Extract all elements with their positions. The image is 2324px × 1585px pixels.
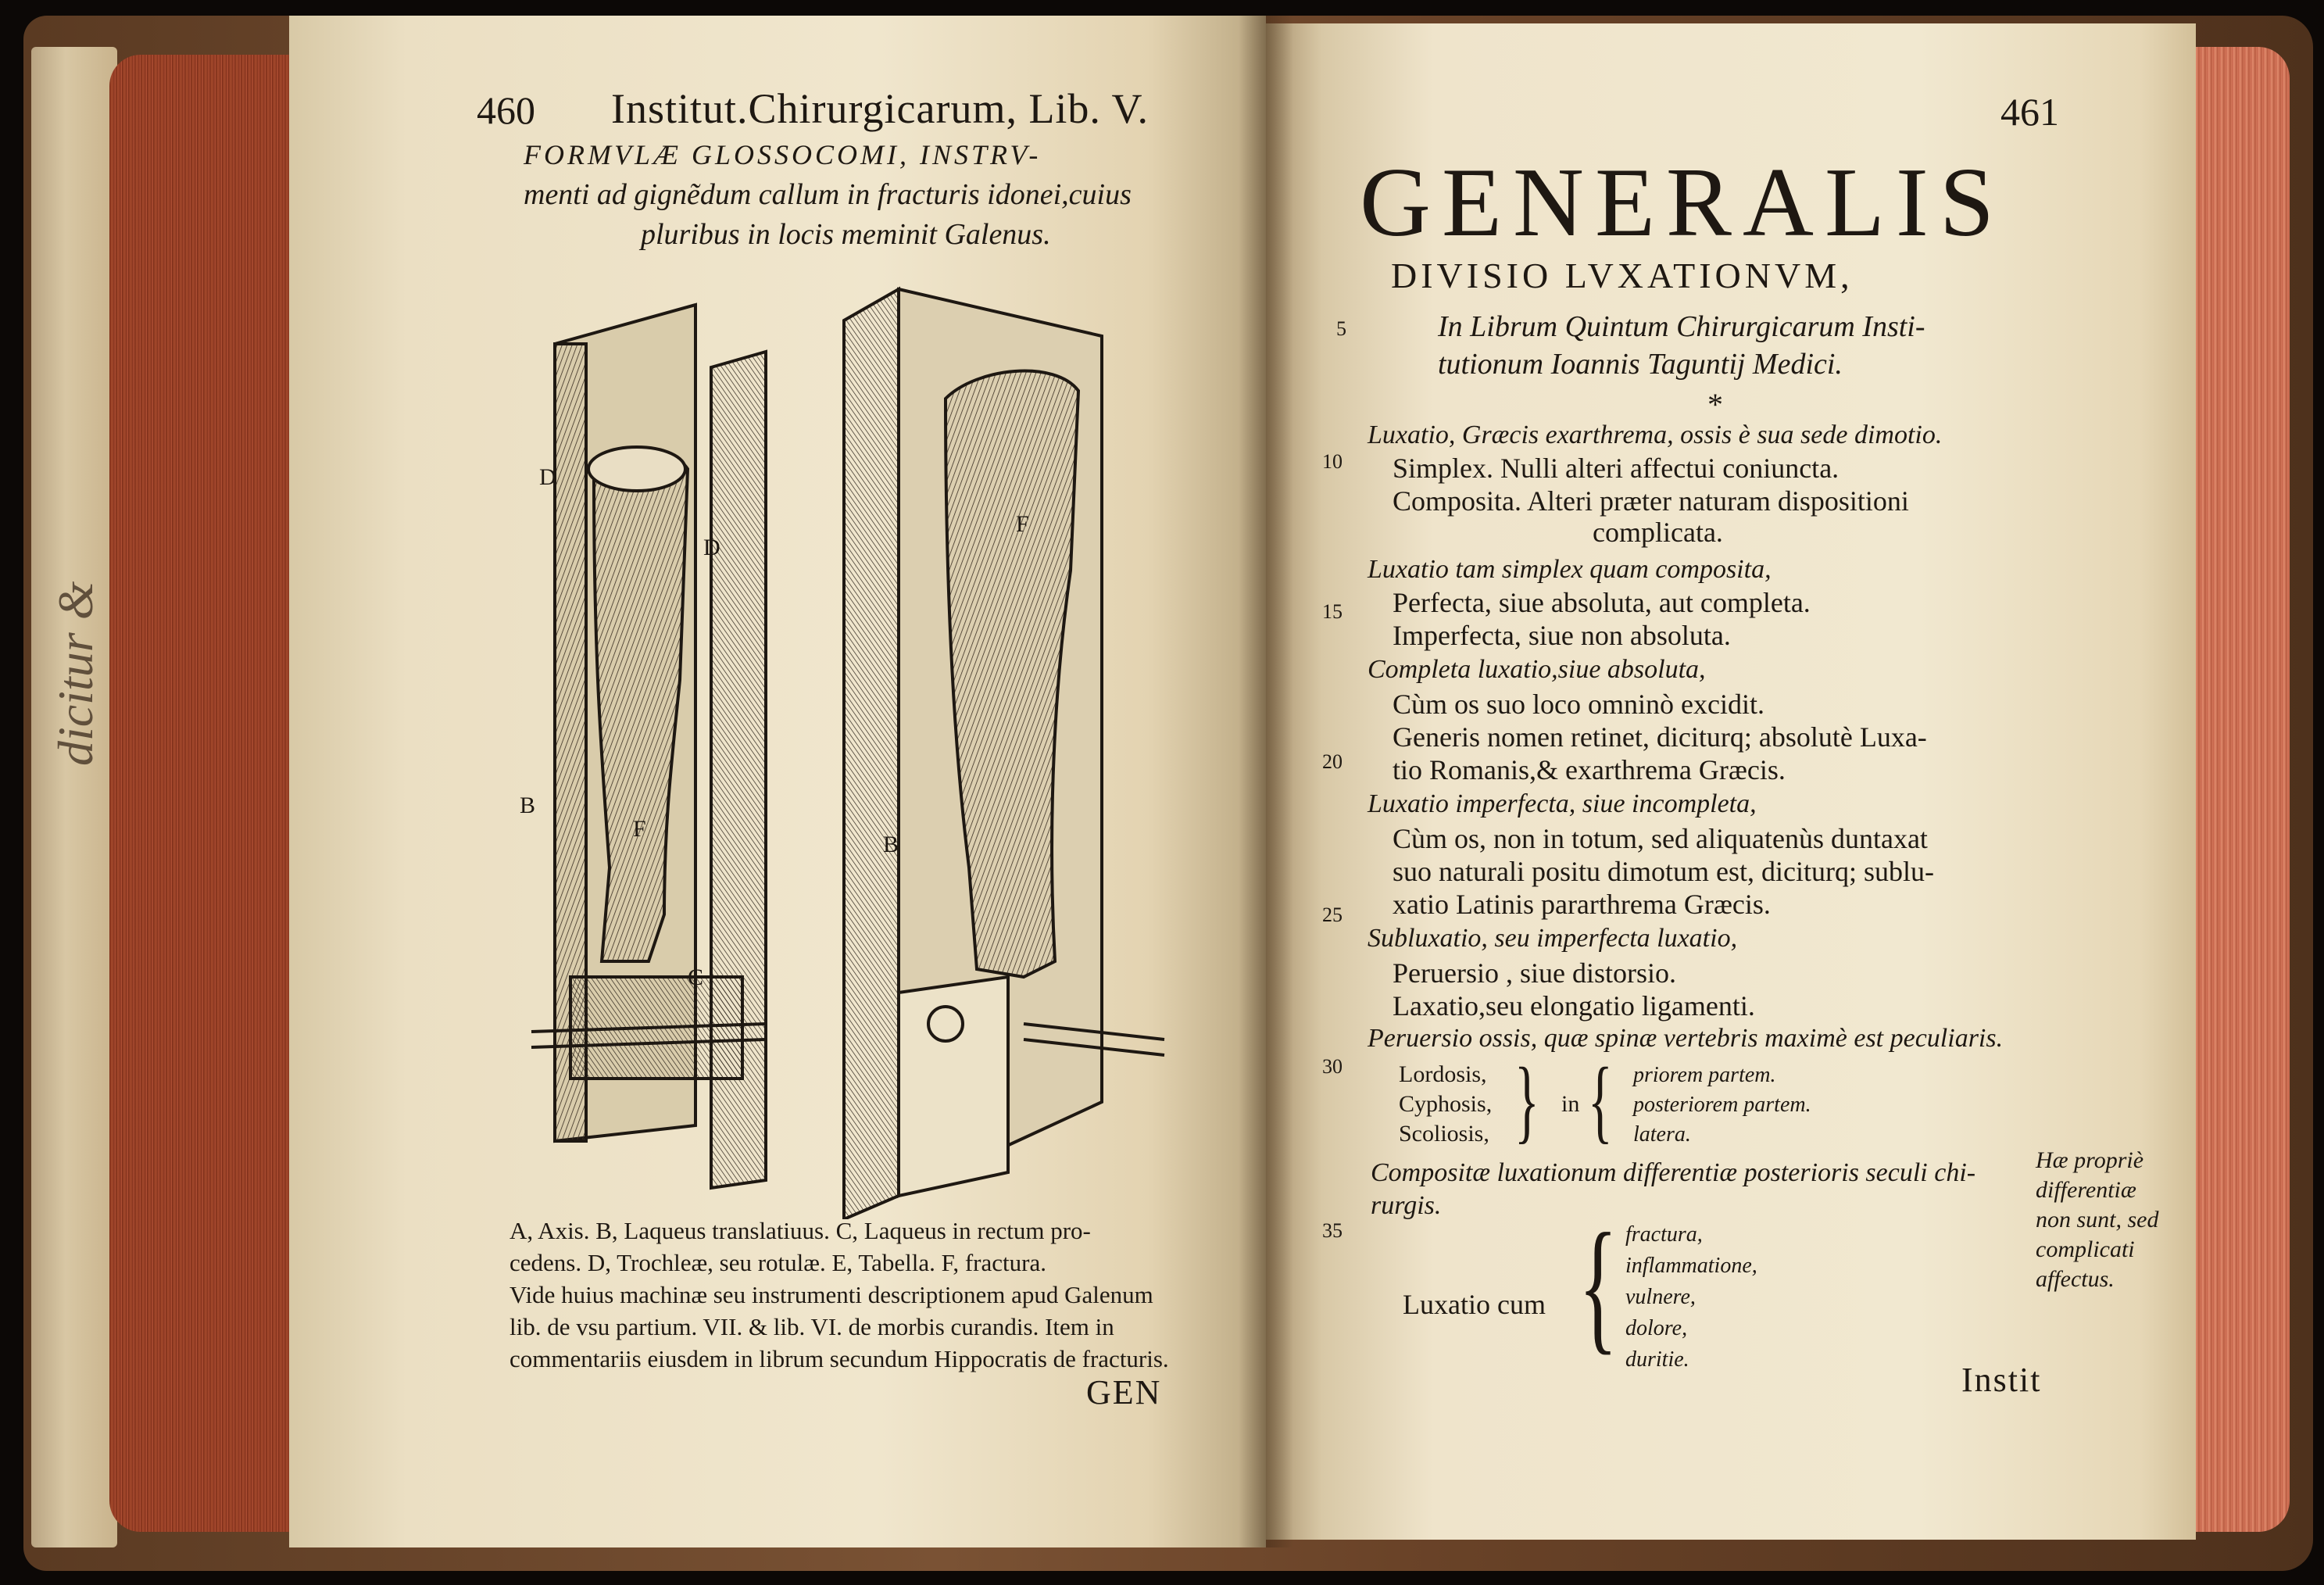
page-number-left: 460 [477, 88, 535, 132]
intro-line-1: In Librum Quintum Chirurgicarum Insti- [1438, 310, 1925, 343]
line-number: 30 [1322, 1055, 1343, 1078]
glossocomum-woodcut [508, 274, 1172, 1219]
figure-label-b2: B [883, 832, 899, 857]
text-line: Imperfecta, siue non absoluta. [1393, 620, 1731, 651]
left-frame [531, 305, 766, 1188]
intro-line-2: tutionum Ioannis Taguntij Medici. [1438, 348, 1843, 381]
text-line: Cùm os, non in totum, sed aliquatenùs duntaxat [1393, 823, 1928, 854]
main-title: GENERALIS [1360, 148, 2005, 257]
text-line: Laxatio,seu elongatio ligamenti. [1393, 990, 1755, 1021]
subtitle: DIVISIO LVXATIONVM, [1391, 256, 1854, 295]
line-number: 5 [1336, 317, 1346, 340]
left-flyleaf [31, 47, 117, 1547]
legend-line-4: lib. de vsu partium. VII. & lib. VI. de morbis curandis. Item in [509, 1313, 1114, 1340]
catchword-left: GEN [1086, 1373, 1162, 1411]
text-line: Simplex. Nulli alteri affectui coniuncta. [1393, 453, 1840, 484]
right-frame [844, 289, 1164, 1219]
text-line: Luxatio imperfecta, siue incompleta, [1368, 789, 1757, 818]
spine-part: priorem partem. [1633, 1063, 1776, 1087]
text-line: Luxatio, Græcis exarthrema, ossis è sua sede dimotio. [1368, 420, 1943, 449]
legend-line-5: commentariis eiusdem in librum secundum Hippocratis de fracturis. [509, 1345, 1169, 1372]
line-number: 20 [1322, 750, 1343, 773]
spine-term: Lordosis, [1399, 1061, 1487, 1087]
margin-note: Hæ propriè differentiæ non sunt, sed complicati affectus. [2036, 1147, 2159, 1292]
spine-part: latera. [1633, 1122, 1691, 1147]
legend-line-3: Vide huius machinæ seu instrumenti descriptionem apud Galenum [509, 1281, 1153, 1308]
luxatio-item: dolore, [1625, 1316, 1688, 1340]
closing-brace: } [1514, 1048, 1539, 1152]
luxatio-item: fractura, [1625, 1222, 1703, 1247]
luxatio-item: inflammatione, [1625, 1254, 1757, 1278]
opening-brace: { [1588, 1048, 1613, 1152]
luxatio-item: vulnere, [1625, 1285, 1696, 1309]
text-line: Peruersio ossis, quæ spinæ vertebris maximè est peculiaris. [1368, 1024, 2004, 1053]
text-line: Cùm os suo loco omninò excidit. [1393, 689, 1764, 720]
caption-line-2: menti ad gignẽdum callum in fracturis idonei,cuius [524, 178, 1132, 211]
figure-label-d2: D [703, 535, 720, 560]
luxatio-cum-label: Luxatio cum [1403, 1289, 1546, 1320]
figure-label-b1: B [520, 792, 536, 818]
spine-term: Cyphosis, [1399, 1091, 1493, 1117]
spine-part: posteriorem partem. [1633, 1093, 1811, 1117]
line-number: 10 [1322, 450, 1343, 473]
running-head: Institut.Chirurgicarum, Lib. V. [611, 85, 1149, 132]
right-page [1266, 23, 2196, 1540]
asterisk: * [1707, 387, 1723, 422]
handwritten-note: dicitur & [48, 581, 103, 766]
page-block-right [2188, 47, 2290, 1532]
text-line: Perfecta, siue absoluta, aut completa. [1393, 587, 1811, 618]
page-block-left [109, 55, 289, 1532]
text-line: Composita. Alteri præter naturam dispositioni [1393, 485, 1909, 517]
caption-line-1: FORMVLÆ GLOSSOCOMI, INSTRV- [524, 139, 1042, 170]
text-line: Peruersio , siue distorsio. [1393, 957, 1676, 989]
line-number: 25 [1322, 903, 1343, 926]
caption-line-3: pluribus in locis meminit Galenus. [641, 218, 1051, 251]
text-line: Generis nomen retinet, diciturq; absolutè Luxa- [1393, 721, 1927, 753]
figure-label-f1: F [633, 816, 646, 842]
opening-brace-large: { [1579, 1204, 1618, 1368]
page-number-right: 461 [2000, 90, 2059, 134]
text-line: xatio Latinis pararthrema Græcis. [1393, 889, 1771, 920]
text-line: Subluxatio, seu imperfecta luxatio, [1368, 924, 1738, 953]
figure-label-c: C [688, 964, 704, 990]
line-number: 15 [1322, 600, 1343, 623]
composite-heading: rurgis. [1371, 1191, 1442, 1220]
text-line: suo naturali positu dimotum est, diciturq; sublu- [1393, 856, 1934, 887]
text-line: Completa luxatio,siue absoluta, [1368, 655, 1706, 684]
luxatio-item: duritie. [1625, 1347, 1689, 1372]
catchword-right: Instit [1961, 1361, 2042, 1399]
legend-line-2: cedens. D, Trochleæ, seu rotulæ. E, Tabella. F, fractura. [509, 1249, 1046, 1276]
book-gutter [1239, 16, 1293, 1547]
figure-label-d1: D [539, 464, 556, 490]
composite-heading: Compositæ luxationum differentiæ posterioris seculi chi- [1371, 1158, 1976, 1187]
legend-line-1: A, Axis. B, Laqueus translatiuus. C, Laqueus in rectum pro- [509, 1217, 1091, 1244]
connector-in: in [1561, 1091, 1580, 1117]
text-line: complicata. [1593, 517, 1723, 548]
line-number: 35 [1322, 1219, 1343, 1242]
text-line: tio Romanis,& exarthrema Græcis. [1393, 754, 1786, 785]
spine-term: Scoliosis, [1399, 1121, 1489, 1147]
figure-label-f2: F [1016, 511, 1029, 537]
text-line: Luxatio tam simplex quam composita, [1368, 555, 1772, 584]
